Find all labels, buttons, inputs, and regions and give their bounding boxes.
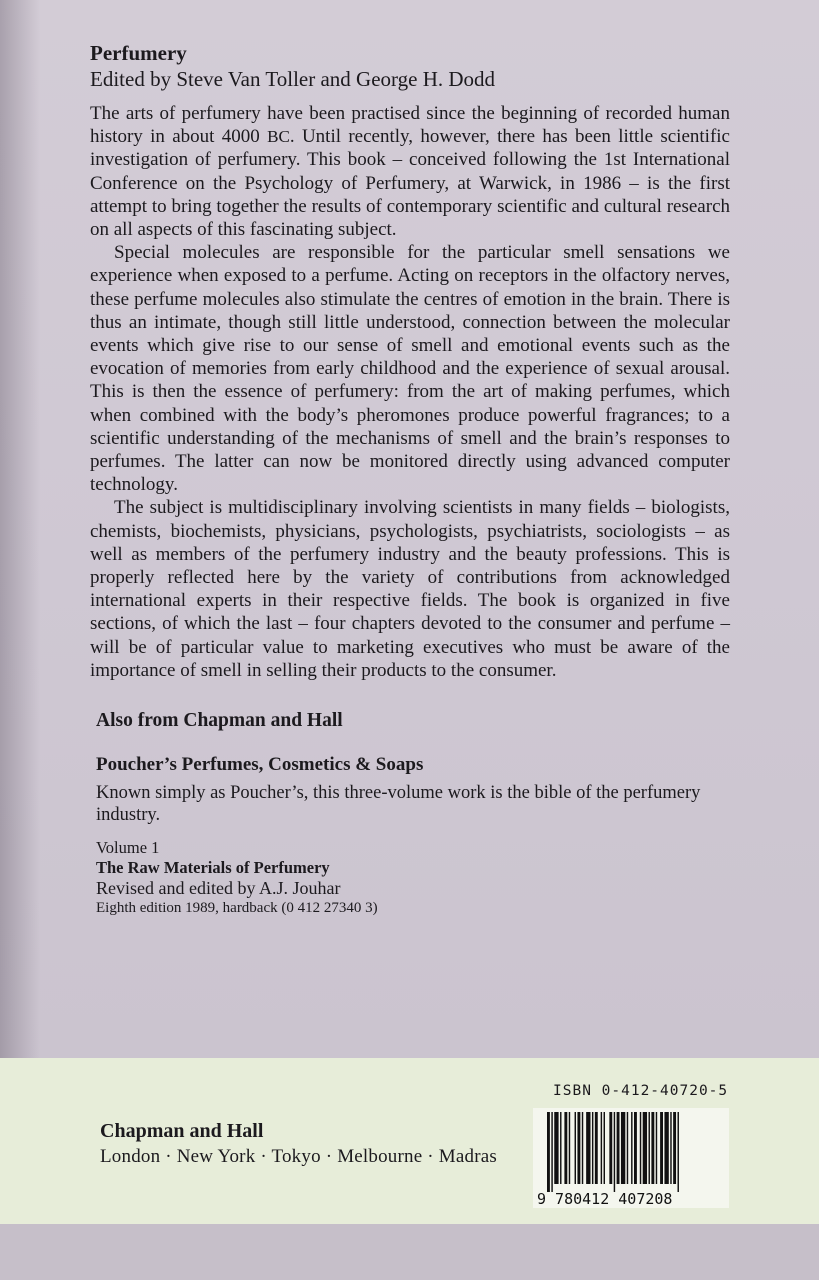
barcode-digits: 9 780412 407208 (537, 1190, 673, 1208)
barcode-bar (640, 1112, 641, 1184)
volume-edition: Eighth edition 1989, hardback (0 412 27340 3) (96, 900, 378, 917)
barcode-bar (609, 1112, 612, 1184)
publisher-block (100, 1120, 497, 1168)
barcode-bar (627, 1112, 628, 1184)
barcode-bar (569, 1112, 570, 1184)
book-title: Perfumery (90, 41, 187, 65)
volume-number: Volume 1 (96, 838, 160, 858)
barcode-bar (614, 1112, 615, 1192)
barcode-bar (634, 1112, 637, 1184)
era-label: BC (267, 127, 290, 147)
barcode-bar (595, 1112, 598, 1184)
blurb-paragraph-1 (90, 102, 730, 241)
barcode-bar (643, 1112, 647, 1184)
barcode-bar (656, 1112, 657, 1184)
barcode-bar (649, 1112, 650, 1184)
publisher-name: Chapman and Hall (100, 1120, 264, 1142)
volume-title: The Raw Materials of Perfumery (96, 858, 330, 878)
blurb-paragraph-3: The subject is multidisciplinary involving scientists in many fields – biologists, chemists, biochemists, physicians, psychologists, psychiatrists, sociologists – as well as members of the perfumery industry and the beauty professions. This is properly reflected here by the variety of contributions from acknowledged international experts in their respective fields. The book is organized in five sections, of which the last – four chapters devoted to the consumer and perfume – will be of particular value to marketing executives who must be aware of the importance of smell in selling their products to the consumer. (90, 497, 730, 681)
barcode-bar (551, 1112, 552, 1192)
barcode-bar (547, 1112, 550, 1192)
barcode-bar (617, 1112, 620, 1184)
blurb-content (90, 40, 730, 918)
barcode-bar (670, 1112, 671, 1184)
barcode-bar (554, 1112, 558, 1184)
barcode-bar (621, 1112, 625, 1184)
barcode-bar (560, 1112, 561, 1184)
related-book-description: Known simply as Poucher’s, this three-volume work is the bible of the perfumery industry. (96, 783, 701, 826)
blurb-p1-start: The arts of perfumery have been practised since the beginning of recorded human history in about 4000 (90, 103, 730, 148)
barcode-bar (631, 1112, 632, 1184)
barcode-bar (604, 1112, 605, 1184)
volume-editor: Revised and edited by A.J. Jouhar (96, 878, 341, 899)
barcode-bar (673, 1112, 676, 1184)
barcode (533, 1108, 729, 1208)
barcode-bar (577, 1112, 580, 1184)
barcode-bar (651, 1112, 654, 1184)
blurb-paragraph-2: Special molecules are responsible for the particular smell sensations we experience when exposed to a perfume. Acting on receptors in the olfactory nerves, these perfume molecules also stimulate the centres of emotion in the brain. There is thus an intimate, though still little understood, connection between the molecular events which give rise to our sense of smell and emotional events such as the evocation of memories from early childhood and the experience of sexual arousal. This is then the essence of perfumery: from the art of making perfumes, which when combined with the body’s pheromones produce powerful fragrances; to a scientific understanding of the mechanisms of smell and the brain’s responses to perfumes. The latter can now be monitored directly using advanced computer technology. (90, 242, 730, 496)
barcode-bar (582, 1112, 583, 1184)
barcode-bar (592, 1112, 593, 1184)
also-from-heading: Also from Chapman and Hall (96, 710, 343, 732)
barcode-bar (586, 1112, 590, 1184)
related-book-title: Poucher’s Perfumes, Cosmetics & Soaps (96, 754, 424, 776)
book-editors: Edited by Steve Van Toller and George H. Dodd (90, 67, 496, 91)
barcode-bar (660, 1112, 663, 1184)
barcode-bar (664, 1112, 668, 1184)
barcode-bar (601, 1112, 602, 1184)
publisher-cities: London · New York · Tokyo · Melbourne · Madras (100, 1146, 497, 1167)
bottom-edge (0, 1224, 819, 1280)
barcode-bar (678, 1112, 679, 1192)
blurb-p1-end: . Until recently, however, there has been little scientific investigation of perfumery. This book – conceived following the 1st International Conference on the Psychology of Perfumery, at Warwick, in 1986 – is the first attempt to bring together the results of contemporary scientific and cultural research on all aspects of this fascinating subject. (90, 126, 730, 241)
barcode-bar (564, 1112, 567, 1184)
isbn-label: ISBN 0-412-40720-5 (553, 1083, 729, 1099)
barcode-bar (575, 1112, 576, 1184)
